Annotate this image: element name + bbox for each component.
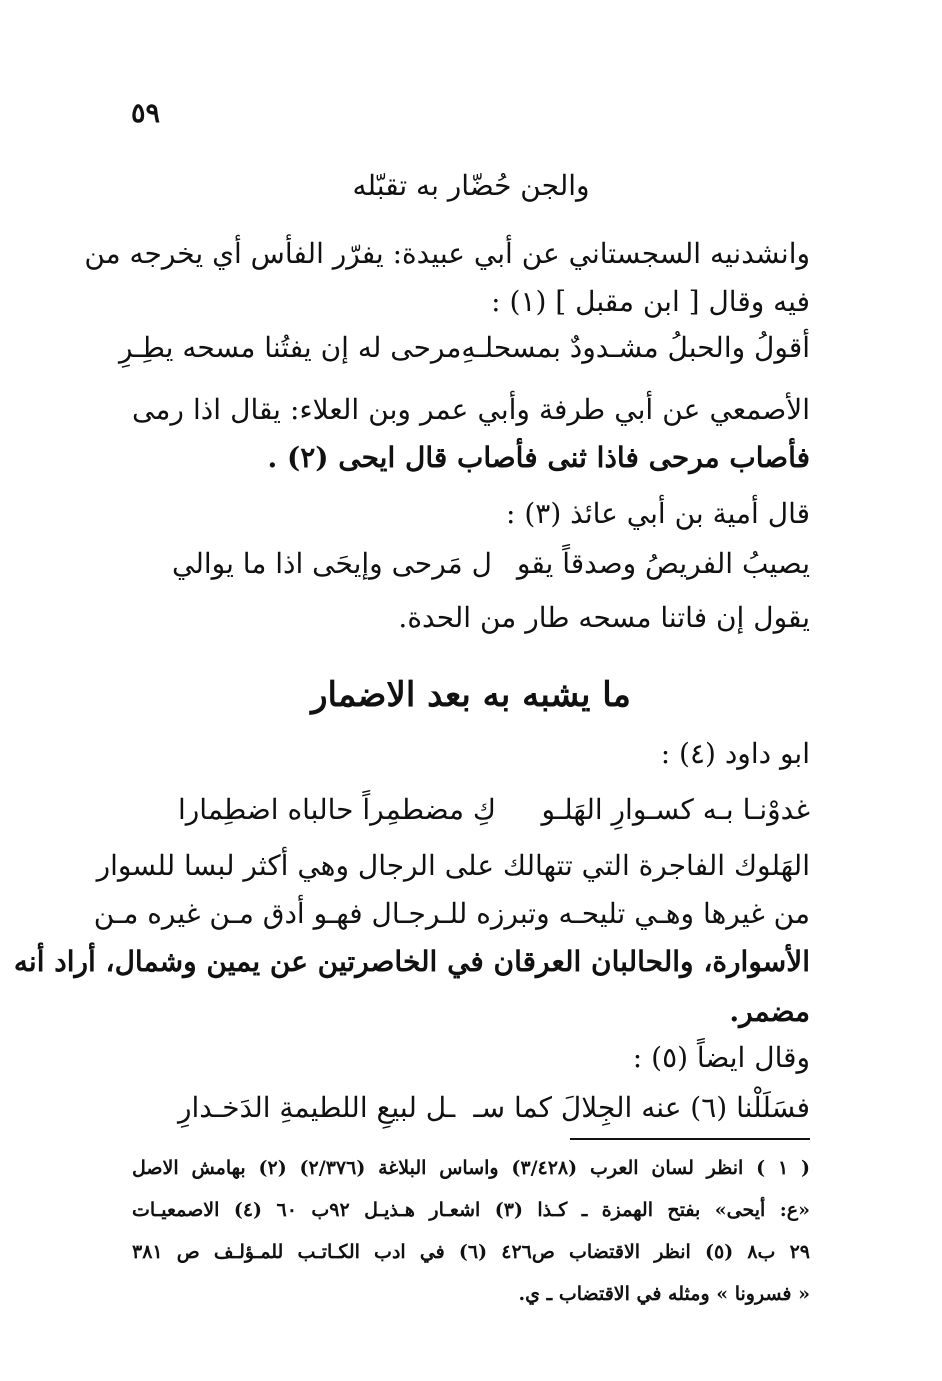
verse-hemistich-first: يصيبُ الفريصُ وصدقاً يقو [516, 547, 810, 580]
text-line: وانشدنيه السجستاني عن أبي عبيدة: يفرّر الفأس أي يخرجه من [84, 237, 810, 270]
verse-line [178, 1088, 810, 1128]
text-line: قال أمية بن أبي عائذ (٣) : [506, 497, 810, 530]
text-line: وقال ايضاً (٥) : [632, 1041, 810, 1074]
text-line: من غيرها وهـي تليحـه وتبرزه للـرجـال فهـو أدق مـن غيره مـن [93, 897, 810, 930]
text-line: الهَلوك الفاجرة التي تتهالك على الرجال وهي أكثر لبسا للسوار [96, 849, 810, 882]
text-line: يقول إن فاتنا مسحه طار من الحدة. [398, 601, 810, 634]
footnote-line: « فسرونا » ومثله في الاقتضاب ـ ي. [518, 1283, 810, 1305]
verse-line [119, 328, 810, 368]
footnote-line: ٢٩ ب٨ (٥) انظر الاقتضاب ص٤٢٦ (٦) في ادب الكـاتـب للمـؤلـف ص ٣٨١ [132, 1241, 810, 1263]
text-line: الأصمعي عن أبي طرفة وأبي عمر وبن العلاء: يقال اذا رمى [132, 393, 810, 426]
verse-hemistich-second: ـل لبيعِ اللطيمةِ الدَخـدارِ [178, 1091, 456, 1124]
footnote-line: «ع: أيحى» بفتح الهمزة ـ كـذا (٣) اشعـار هـذيـل ٩٢ب ٦٠ (٤) الاصمعيـات [132, 1199, 810, 1221]
verse-hemistich-first: فسَلَلْنا (٦) عنه الجِلالَ كما سـ [473, 1091, 810, 1124]
text-line: ابو داود (٤) : [660, 737, 810, 770]
text-line: مضمر. [729, 995, 810, 1028]
footnote-separator [570, 1138, 810, 1140]
text-line: فأصاب مرحى فاذا ثنى فأصاب قال ايحى (٢) . [267, 441, 810, 474]
footnote-line: ( ١ ) انظر لسان العرب (٣/٤٢٨) واساس البلاغة (٢/٣٧٦) (٢) بهامش الاصل [132, 1157, 810, 1179]
verse-tail-line: والجن حُضّار به تقبّله [352, 169, 590, 202]
verse-hemistich-second: مرحى له إن يفتُنا مسحه يطِـرِ [119, 331, 462, 364]
verse-line [178, 790, 810, 830]
verse-hemistich-second: كِ مضطمِراً حالباه اضطِمارا [178, 793, 497, 826]
text-line: الأسوارة، والحالبان العرقان في الخاصرتين عن يمين وشمال، أراد أنه [13, 945, 810, 978]
verse-hemistich-second: ل مَرحى وإيحَى اذا ما يوالي [172, 547, 492, 580]
page-number: ٥٩ [131, 98, 161, 129]
verse-line [172, 544, 810, 584]
section-heading: ما يشبه به بعد الاضمار [311, 675, 631, 715]
text-line: فيه وقال [ ابن مقبل ] (١) : [491, 285, 810, 318]
verse-hemistich-first: أقولُ والحبلُ مشـدودٌ بمسحلـهِ [461, 331, 810, 364]
verse-hemistich-first: غدوْنـا بـه كسـوارِ الهَلـو [541, 793, 810, 826]
